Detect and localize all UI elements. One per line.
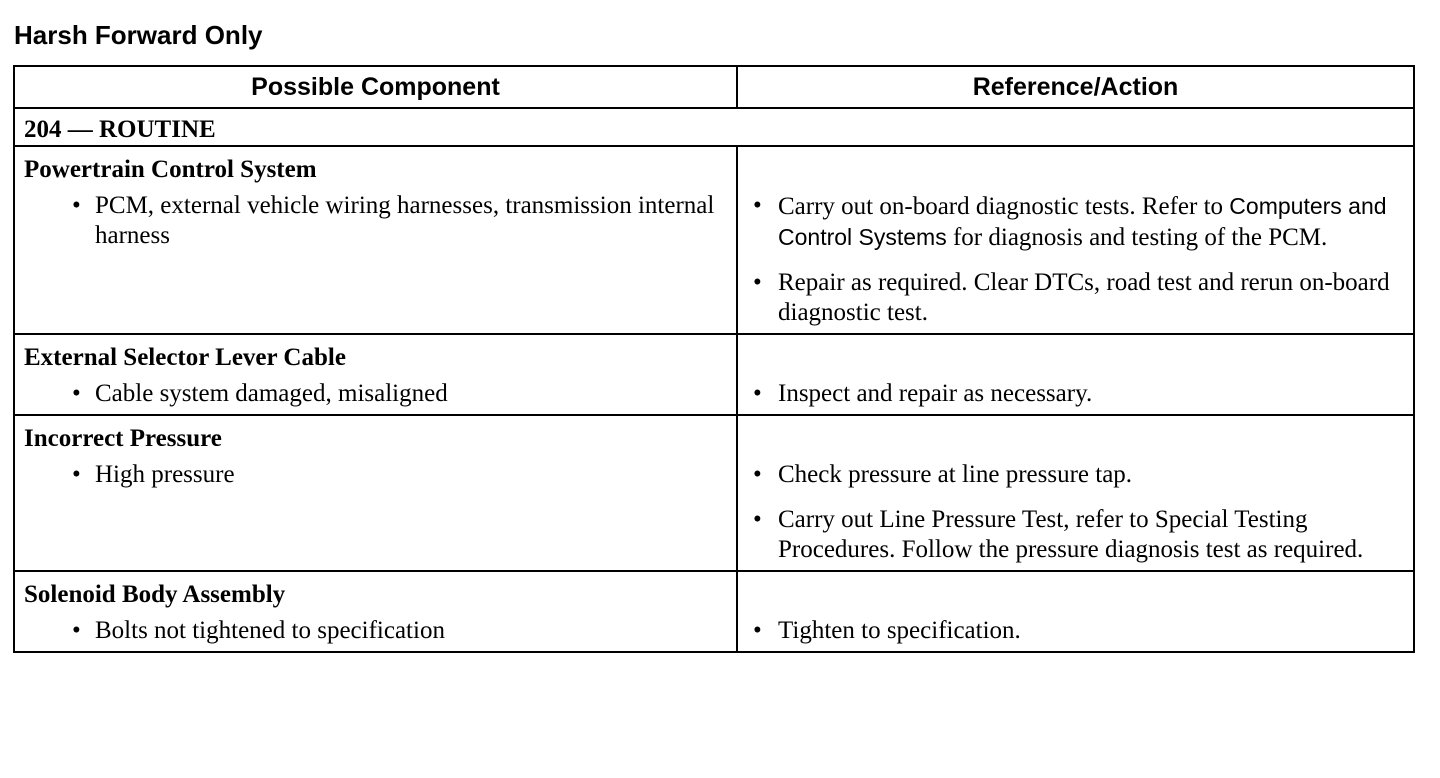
bullet-icon: •	[753, 269, 762, 296]
page-title: Harsh Forward Only	[14, 20, 263, 50]
component-name: Incorrect Pressure	[24, 425, 222, 452]
bullet-icon: •	[72, 380, 81, 407]
action-text: Carry out on-board diagnostic tests. Refer to	[778, 193, 1230, 220]
bullet-icon: •	[753, 506, 762, 533]
routine-label: 204 — ROUTINE	[14, 108, 1414, 146]
action-item	[738, 616, 1413, 646]
table-row	[14, 146, 1414, 334]
bullet-icon: •	[753, 461, 762, 488]
column-header-action: Reference/Action	[737, 66, 1414, 108]
cause-item	[15, 191, 736, 251]
component-cell	[14, 146, 737, 334]
table-row	[14, 415, 1414, 571]
action-text: Check pressure at line pressure tap.	[778, 461, 1133, 488]
header-row	[14, 66, 1414, 108]
bullet-icon: •	[753, 192, 762, 219]
cause-item	[15, 379, 736, 409]
cause-text: Bolts not tightened to specification	[95, 617, 445, 644]
action-item	[738, 379, 1413, 409]
component-cell	[14, 334, 737, 415]
action-item	[738, 268, 1413, 328]
table-row	[14, 571, 1414, 652]
action-item	[738, 460, 1413, 490]
cause-text: PCM, external vehicle wiring harnesses, transmission internal harness	[95, 192, 715, 249]
reference-link[interactable]: Computers and Control Systems	[778, 193, 1387, 250]
bullet-icon: •	[753, 380, 762, 407]
component-name: Solenoid Body Assembly	[24, 581, 286, 608]
routine-row	[14, 108, 1414, 146]
cause-text: High pressure	[95, 461, 235, 488]
bullet-icon: •	[72, 617, 81, 644]
action-cell	[737, 146, 1414, 334]
bullet-icon: •	[753, 617, 762, 644]
action-text: Tighten to specification.	[778, 617, 1021, 644]
column-header-component: Possible Component	[14, 66, 737, 108]
component-cell	[14, 571, 737, 652]
action-cell	[737, 334, 1414, 415]
bullet-icon: •	[72, 192, 81, 219]
cause-text: Cable system damaged, misaligned	[95, 380, 448, 407]
action-cell	[737, 571, 1414, 652]
component-cell	[14, 415, 737, 571]
diagnosis-table	[13, 65, 1415, 653]
action-text-cont: for diagnosis and testing of the PCM.	[946, 224, 1328, 251]
component-name: External Selector Lever Cable	[24, 344, 346, 371]
action-text: Repair as required. Clear DTCs, road test and rerun on-board diagnostic test.	[778, 269, 1390, 326]
bullet-icon: •	[72, 461, 81, 488]
cause-item	[15, 460, 736, 490]
action-item	[738, 505, 1413, 565]
action-text: Inspect and repair as necessary.	[778, 380, 1093, 407]
cause-item	[15, 616, 736, 646]
table-row	[14, 334, 1414, 415]
action-cell	[737, 415, 1414, 571]
component-name: Powertrain Control System	[24, 156, 317, 183]
action-text: Carry out Line Pressure Test, refer to Special Testing Procedures. Follow the pressure diagnosis test as required.	[778, 506, 1364, 563]
action-item	[738, 191, 1413, 253]
